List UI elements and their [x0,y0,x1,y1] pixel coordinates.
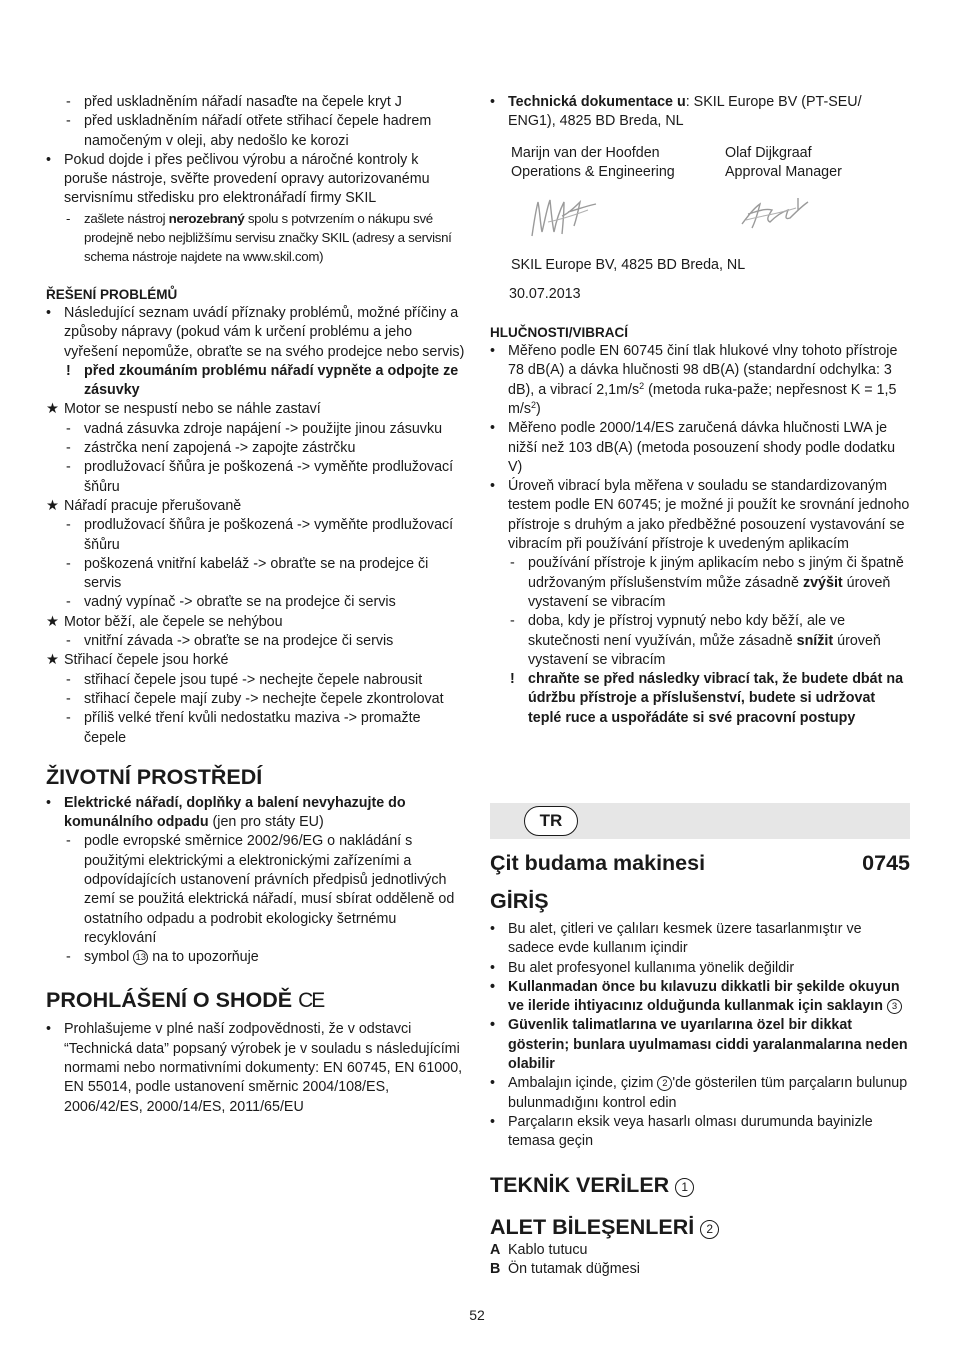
bullet-marker: • [46,151,52,168]
signature-1-icon [528,192,600,242]
list-item-text: střihací čepele jsou tupé -> nechejte čepele nabrousit [84,671,423,688]
bullet-marker: • [490,1075,496,1092]
superscript: 2 [639,380,645,391]
dash-marker: - [66,517,71,534]
signatory-1 [511,144,725,183]
date-line: 30.07.2013 [509,286,581,303]
components-heading [490,1214,910,1240]
conformity-title: PROHLÁŠENÍ O SHODĚ [46,988,293,1013]
component-label: Ön tutamak düğmesi [508,1260,640,1277]
dash-marker: - [66,420,71,437]
page-number: 52 [469,1307,485,1323]
list-item-text: Střihací čepele jsou horké [64,652,229,669]
list-item [46,555,466,594]
send-text-pre: zašlete nástroj [84,210,169,226]
dash-marker: - [66,633,71,650]
bullet-marker: • [46,1021,52,1038]
list-item-text: Pokud dojde i přes pečlivou výrobu a náročné kontroly k poruše nástroje, svěřte provedení opravy autorizovanému servisnímu středisku pro elektronářadí firmy SKIL [64,151,430,207]
list-item [46,151,466,209]
star-icon: ★ [46,652,59,669]
list-item [46,794,466,833]
vib-a-post: úroveň vystavení se vibracím [528,574,891,610]
component-b [490,1260,910,1279]
figure-2-ref: 2 [700,1220,719,1239]
signatory-2-role: Approval Manager [725,163,842,180]
list-item-text: prodlužovací šňůra je poškozená -> vyměňte prodlužovací šňůru [84,459,454,495]
superscript: 2 [531,399,537,410]
company-line: SKIL Europe BV, 4825 BD Breda, NL [511,257,746,274]
symbol-post: na to upozorňuje [148,949,259,966]
vib-b-bold: snížit [796,632,834,649]
list-item [490,920,910,959]
env-sub: podle evropské směrnice 2002/96/EG o nakládání s použitými elektrickými a elektronickými zařízeními a odpovídajících ustanovení právních předpisů jednotlivých zemí se použitá elektrická nářadí, musí sbírat odděleně od ostatního odpadu a podrobit ekologicky šetrnému recyklování [84,833,455,946]
tr-2: Bu alet profesyonel kullanıma yönelik değildir [508,959,795,976]
product-title-row [490,850,910,876]
tr-6: Parçaların eksik veya hasarlı olması durumunda bayinizle temasa geçin [508,1113,873,1150]
signatory-2 [725,144,842,183]
tr-1: Bu alet, çitleri ve çalıları kesmek üzere tasarlanmıştır ve sadece evde kullanım içindir [508,921,862,957]
env-bold: Elektrické nářadí, doplňky a balení nevyhazujte do komunálního odpadu [64,794,406,831]
send-text-post: spolu s potvrzením o nákupu své prodejně nebo nejbližšímu servisu značky SKIL (adresy a servisní schema nástroje najdete na www.skil.com) [84,210,452,265]
list-item [46,1020,466,1116]
dash-marker: - [66,949,71,966]
dash-marker: - [66,710,71,727]
vib-a-bold: zvýšit [802,574,843,591]
ce-mark-icon: CE [298,989,324,1013]
list-item [490,612,910,670]
dash-marker: - [66,594,71,611]
list-item [46,400,466,419]
dash-marker: - [66,440,71,457]
send-text-bold: nerozebraný [168,210,245,226]
signatory-1-name: Marijn van der Hoofden [511,144,660,161]
bullet-marker: • [490,1017,496,1034]
list-item [46,304,466,362]
bullet-marker: • [46,304,52,321]
dash-marker: - [510,613,515,630]
trouble-heading: ŘEŠENÍ PROBLÉMŮ [46,286,178,302]
list-item [490,342,910,419]
list-item [490,959,910,978]
list-item-text: vadná zásuvka zdroje napájení -> použijte jinou zásuvku [84,420,443,437]
warning-marker: ! [510,671,515,688]
storage-list [46,93,466,209]
list-item-text: Následující seznam uvádí příznaky problémů, možné příčiny a způsoby nápravy (pokud vám k určení problému a jeho vyřešení nepomůže, obraťte se na svého prodejce nebo servis) [64,304,465,360]
vib-b-post: úroveň vystavení se vibracím [528,632,881,668]
list-item-text: před uskladněním nářadí otřete střihací čepele hadrem namočeným v oleji, aby nedošlo ke korozi [84,113,432,149]
list-item [46,690,466,709]
noise-1c: ) [536,400,541,417]
list-item [46,420,466,439]
star-icon: ★ [46,497,59,514]
env-rest: (jen pro státy EU) [208,814,324,831]
component-letter: A [490,1241,501,1258]
list-item [490,670,910,728]
dash-marker: - [66,671,71,688]
left-column [46,93,466,1117]
list-item [46,593,466,612]
list-item [46,651,466,670]
dash-marker: - [66,833,71,850]
tech-doc-rest: : SKIL Europe BV (PT-SEU/ ENG1), 4825 BD Breda, NL [508,94,862,130]
vib-b-pre: doba, kdy je přístroj vypnutý nebo kdy běží, ale ve skutečnosti není využíván, může zásadně [528,613,846,649]
tr-3: Kullanmadan önce bu kılavuzu dikkatli bir şekilde okuyun ve ileride ihtiyacınız olduğunda kullanmak için saklayın [508,978,900,1015]
figure-1-ref: 1 [675,1178,694,1197]
list-item [46,613,466,632]
signatory-1-role: Operations & Engineering [511,163,675,180]
signatory-2-name: Olaf Dijkgraaf [725,144,812,161]
noise-1b: (metoda ruka-paže; nepřesnost K = 1,5 m/s [508,381,897,417]
list-item [490,1113,910,1152]
list-item-text: Motor se nespustí nebo se náhle zastaví [64,401,321,418]
intro-heading: GİRİŞ [490,889,549,913]
star-icon: ★ [46,401,59,418]
list-item [490,1074,910,1113]
list-item [46,112,466,151]
dash-marker: - [66,94,71,110]
tech-doc-bold: Technická dokumentace u [508,94,686,110]
symbol-pre: symbol [84,949,134,966]
language-badge: TR [524,806,578,836]
star-icon: ★ [46,613,59,630]
dash-marker: - [66,690,71,707]
component-label: Kablo tutucu [508,1241,588,1258]
list-item-text: zástrčka není zapojená -> zapojte zástrčku [84,440,356,457]
dash-marker: - [510,555,515,572]
tr-5-post: 'de gösterilen tüm parçaların bulunup bulunmadığını kontrol edin [508,1075,908,1111]
list-item [490,978,910,1017]
noise-1a: Měřeno podle EN 60745 činí tlak hlukové vlny tohoto přístroje 78 dB(A) a dávka hlučnosti 98 dB(A) (standardní odchylka: 3 dB), a vibrací 2,1m/s [508,343,898,398]
bullet-marker: • [490,94,496,110]
tech-data-heading [490,1172,910,1198]
components-title: ALET BİLEŞENLERİ [490,1214,695,1239]
product-code: 0745 [862,851,910,875]
language-bar [490,803,910,839]
list-item [46,209,466,267]
list-item [490,93,910,132]
list-item [46,516,466,555]
bullet-marker: • [490,959,496,976]
list-item [46,832,466,948]
list-item [46,671,466,690]
component-a [490,1241,910,1260]
noise-3: Úroveň vibrací byla měřena v souladu se standardizovaným testem podle EN 60745; je možné ji použít ke srovnání jednoho přístroje s druhým a jako předběžné posouzení vystavování se vibracím při používání přístroje k uvedeným aplikacím [508,478,910,553]
bullet-marker: • [490,478,496,495]
list-item-text: příliš velké tření kvůli nedostatku maziva -> promažte čepele [84,710,421,746]
list-item-text: před zkoumáním problému nářadí vypněte a odpojte ze zásuvky [84,362,459,399]
bullet-marker: • [490,978,496,995]
conformity-heading [46,987,466,1014]
list-item [46,93,466,112]
dash-marker: - [66,555,71,572]
list-item [490,419,910,477]
warning-marker: ! [66,362,71,379]
list-item-text: Motor běží, ale čepele se nehýbou [64,613,283,630]
list-item-text: vadný vypínač -> obraťte se na prodejce či servis [84,594,396,611]
list-item-text: střihací čepele mají zuby -> nechejte čepele zkontrolovat [84,690,444,707]
component-letter: B [490,1260,501,1277]
signature-2-icon [738,194,812,234]
tr-5-pre: Ambalajın içinde, çizim [508,1075,658,1092]
signatories [490,144,910,183]
list-item [490,1016,910,1074]
list-item [46,497,466,516]
list-item-text: před uskladněním nářadí nasaďte na čepele kryt J [84,94,402,110]
bullet-marker: • [490,420,496,437]
list-item-text: prodlužovací šňůra je poškozená -> vyměňte prodlužovací šňůru [84,517,454,553]
list-item [46,439,466,458]
env-heading: ŽIVOTNÍ PROSTŘEDÍ [46,764,263,789]
figure-3-ref: 3 [887,999,902,1014]
dash-marker: - [66,459,71,476]
list-item [46,362,466,401]
right-column [490,93,910,728]
list-item [46,948,466,967]
list-item [490,477,910,554]
list-item [46,458,466,497]
list-item [490,554,910,612]
bullet-marker: • [490,343,496,360]
vib-warning: chraňte se před následky vibrací tak, že budete dbát na údržbu přístroje a příslušenství, budete si udržovat teplé ruce a uspořádáte si své pracovní postupy [528,671,904,726]
product-name: Çit budama makinesi [490,851,706,875]
conformity-text: Prohlašujeme v plné naší zodpovědnosti, že v odstavci “Technická data” popsaný výrobek je v souladu s následujícími normami nebo normativními dokumenty: EN 60745, EN 61000, EN 55014, podle ustanovení směrnic 2004/108/ES, 2006/42/ES, 2000/14/ES, 2011/65/EU [64,1021,463,1115]
dash-marker: - [66,210,71,226]
turkish-section [490,850,910,1279]
list-item-text: vnitřní závada -> obraťte se na prodejce či servis [84,633,394,650]
list-item [46,709,466,748]
signature-area [490,182,910,256]
dash-marker: - [66,113,71,130]
figure-13-ref: 13 [133,950,148,965]
tech-data-title: TEKNİK VERİLER [490,1172,670,1197]
list-item-text: Nářadí pracuje přerušovaně [64,497,242,514]
tr-4: Güvenlik talimatlarına ve uyarılarına özel bir dikkat gösterin; bunlara uyulmaması ciddi yaralanmalarına neden olabilir [508,1017,908,1073]
noise-heading: HLUČNOSTI/VIBRACÍ [490,324,628,340]
trouble-list [46,304,466,748]
bullet-marker: • [490,1113,496,1130]
vib-a-pre: používání přístroje k jiným aplikacím nebo s jiným či špatně udržovaným příslušenstvím může zásadně [528,555,904,591]
bullet-marker: • [490,921,496,937]
noise-2: Měřeno podle 2000/14/ES zaručená dávka hlučnosti LWA je nižší než 103 dB(A) (metoda posouzení shody podle dodatku V) [508,420,896,475]
figure-2-ref: 2 [657,1076,672,1091]
bullet-marker: • [46,794,52,811]
list-item-text: poškozená vnitřní kabeláž -> obraťte se na prodejce či servis [84,555,429,592]
list-item [46,632,466,651]
